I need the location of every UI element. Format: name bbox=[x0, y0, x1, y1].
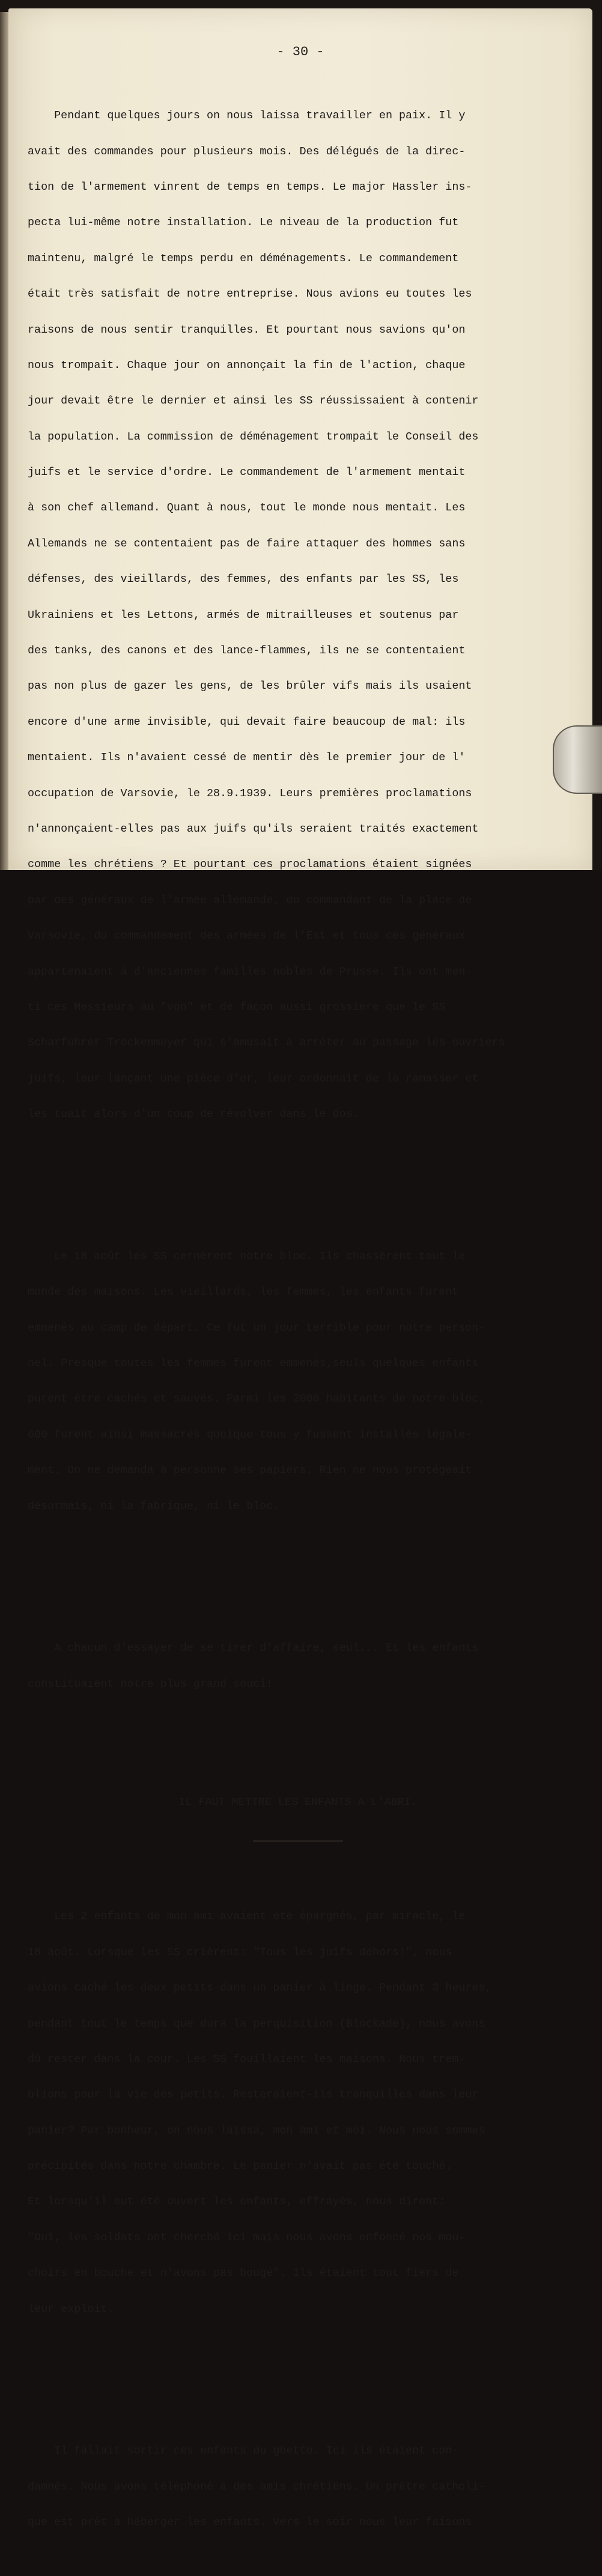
text-line: juifs et le service d'ordre. Le commandement de l'armement mentait bbox=[28, 466, 466, 479]
text-line: Scharführer Trockenmeyer qui s'amusait à arrêter au passage les ouvriers bbox=[28, 1036, 505, 1050]
text-line: avait des commandes pour plusieurs mois. Des délégués de la direc- bbox=[28, 145, 466, 158]
text-line: nel. Presque toutes les femmes furent emmenés,seuls quelques enfants bbox=[28, 1357, 479, 1370]
text-line: pas non plus de gazer les gens, de les brûler vifs mais ils usaient bbox=[28, 680, 472, 693]
text-line: choirs en bouche et n'avons pas bougé". Ils étaient tout fiers de bbox=[28, 2267, 459, 2280]
paragraph-4 bbox=[28, 1887, 568, 2339]
text-line: avions caché les deux petits dans un panier à linge. Pendant 3 heures, bbox=[28, 1982, 492, 1995]
text-line: 600 furent ainsi massacrés quoique tous y fussent installés légale- bbox=[28, 1428, 472, 1441]
text-line: Il fallait sortir ces enfants du ghetto. Ici ils étaient con- bbox=[28, 2444, 459, 2458]
paragraph-spacer bbox=[28, 1571, 568, 1583]
text-line: les tuait alors d'un coup de révolver dans le dos. bbox=[28, 1108, 359, 1121]
text-line: purent être cachés et sauvés. Parmi les 2000 habitants de notre bloc, bbox=[28, 1392, 485, 1406]
text-line: encore d'une arme invisible, qui devait faire beaucoup de mal: ils bbox=[28, 715, 466, 728]
text-line: Varsovie, du commandement des armées de l'Est et tous ces généraux bbox=[28, 930, 466, 943]
text-line: la population. La commission de déménagement trompait le Conseil des bbox=[28, 430, 479, 443]
text-line: pendant tout le temps que dura la perquisition (Blockade), nous avons bbox=[28, 2017, 485, 2030]
text-line: leur exploit. bbox=[28, 2302, 114, 2315]
text-line: occupation de Varsovie, le 28.9.1939. Leurs premières proclamations bbox=[28, 787, 472, 800]
text-line: raisons de nous sentir tranquilles. Et pourtant nous savions qu'on bbox=[28, 323, 466, 336]
text-line: Allemands ne se contentaient pas de faire attaquer des hommes sans bbox=[28, 537, 466, 550]
text-line: Les 2 enfants de mon ami avaient été épargnés, par miracle, le bbox=[28, 1910, 466, 1923]
text-line: 18 août. Lorsque les SS crièrent: "Tous les juifs dehors!", nous bbox=[28, 1946, 452, 1959]
paragraph-1 bbox=[28, 86, 568, 1144]
text-line: constituaient notre plus grand souci! bbox=[28, 1677, 273, 1690]
text-line: Et lorsqu'il eut été ouvert les enfants, effrayés, nous dirent: bbox=[28, 2195, 446, 2209]
paragraph-3 bbox=[28, 1619, 568, 1714]
text-line: précipités dans notre chambre. Le panier n'avait pas été touché. bbox=[28, 2160, 452, 2173]
text-line: nous trompait. Chaque jour on annonçait la fin de l'action, chaque bbox=[28, 358, 466, 372]
text-line: Le 18 août les SS cernèrent notre bloc. Ils chassèrent tout le bbox=[28, 1250, 466, 1263]
paper-clip bbox=[553, 725, 602, 794]
text-line: dû rester dans la cour. Les SS fouillaient les maisons. Nous trem- bbox=[28, 2052, 466, 2066]
body-text bbox=[28, 62, 568, 2576]
heading-underline bbox=[253, 1840, 343, 1842]
typewritten-page bbox=[8, 8, 592, 2529]
text-line: monde des maisons. Les vieillards, les femmes, les enfants furent bbox=[28, 1286, 459, 1299]
text-line: par des généraux de l'armée allemande, du commandant de la place de bbox=[28, 893, 472, 907]
paragraph-2 bbox=[28, 1227, 568, 1536]
paragraph-spacer bbox=[28, 2374, 568, 2386]
text-line: ti ces Messieurs au "von" et de façon aussi grossiere que le SS bbox=[28, 1000, 446, 1014]
text-line: panier? Par bonheur, on nous laissa, mon ami et moi. Nous nous sommes bbox=[28, 2124, 485, 2137]
text-line: n'annonçaient-elles pas aux juifs qu'ils seraient traités exactement bbox=[28, 823, 479, 835]
text-line: "Oui, les soldats ont cherché ici mais nous avons enfoncé nos mou- bbox=[28, 2231, 466, 2244]
text-line: appartenaient à d'anciennes familles nobles de Prusse. Ils ont men- bbox=[28, 965, 472, 978]
text-line: défenses, des vieillards, des femmes, des enfants par les SS, les bbox=[28, 573, 459, 586]
text-line: emmenés au camp de départ. Ce fut un jour terrible pour notre person- bbox=[28, 1321, 485, 1334]
text-line: était très satisfait de notre entreprise. Nous avions eu toutes les bbox=[28, 288, 472, 301]
text-line: jour devait être le dernier et ainsi les SS réussissaient à contenir bbox=[28, 395, 479, 408]
paragraph-5 bbox=[28, 2422, 568, 2553]
text-line: Ukrainiens et les Lettons, armés de mitrailleuses et soutenus par bbox=[28, 608, 459, 621]
text-line: maintenu, malgré le temps perdu en déménagements. Le commandement bbox=[28, 252, 459, 265]
text-line: ment. On ne demanda à personne ses papiers. Rien ne nous protégeait bbox=[28, 1464, 472, 1477]
text-line: A chacun d'essayer de se tirer d'affaire, seul... Et les enfants bbox=[28, 1642, 479, 1655]
text-line: mentaient. Ils n'avaient cessé de mentir dès le premier jour de l' bbox=[28, 751, 466, 764]
text-line: comme les chrétiens ? Et pourtant ces proclamations étaient signées bbox=[28, 858, 472, 871]
text-line: à son chef allemand. Quant à nous, tout le monde nous mentait. Les bbox=[28, 501, 466, 515]
text-line: juifs, leur lançant une pièce d'or, leur ordonnait de la ramasser et bbox=[28, 1072, 479, 1085]
text-line: désormais, ni la fabrique, ni le bloc. bbox=[28, 1499, 280, 1513]
text-line: tion de l'armement vinrent de temps en temps. Le major Hassler ins- bbox=[28, 180, 472, 193]
paragraph-spacer bbox=[28, 1750, 568, 1761]
text-line: Pendant quelques jours on nous laissa travailler en paix. Il y bbox=[28, 109, 466, 122]
text-line: des tanks, des canons et des lance-flammes, ils ne se contentaient bbox=[28, 644, 466, 658]
section-heading: IL FAUT METTRE LES ENFANTS A L'ABRI. bbox=[178, 1795, 418, 1809]
paragraph-spacer bbox=[28, 1180, 568, 1191]
page-number: - 30 - bbox=[276, 44, 324, 59]
text-line: blions pour la vie des petits. Resteraient-ils tranquilles dans leur bbox=[28, 2088, 479, 2102]
text-line: pecta lui-même notre installation. Le niveau de la production fut bbox=[28, 216, 459, 229]
text-line: que est prêt à héberger les enfants. Vers le soir nous leur faisons bbox=[28, 2516, 472, 2529]
text-line: damnés. Nous avons téléphoné à des amis chrétiens. Un prêtre catholi- bbox=[28, 2480, 485, 2493]
